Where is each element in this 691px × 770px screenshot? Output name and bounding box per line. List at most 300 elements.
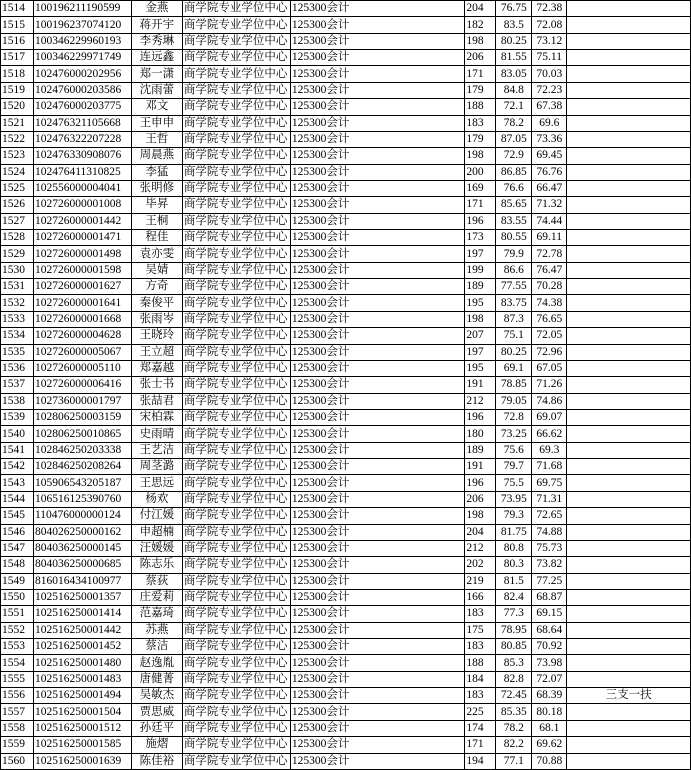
cell-interview-score: 69.1 [496,360,532,376]
cell-remark [567,409,691,425]
table-row [1,279,691,295]
cell-seq-number: 1518 [1,66,34,82]
cell-exam-score: 194 [465,753,496,769]
cell-college: 商学院专业学位中心 [182,1,290,17]
cell-remark [567,131,691,147]
cell-total-score: 66.47 [532,180,567,196]
cell-exam-score: 183 [465,115,496,131]
cell-total-score: 68.39 [532,688,567,704]
cell-total-score: 71.68 [532,459,567,475]
cell-interview-score: 83.75 [496,295,532,311]
cell-exam-score: 198 [465,508,496,524]
cell-seq-number: 1552 [1,622,34,638]
cell-interview-score: 79.05 [496,393,532,409]
cell-interview-score: 80.55 [496,230,532,246]
cell-total-score: 69.45 [532,148,567,164]
table-body [1,0,691,769]
cell-seq-number: 1537 [1,377,34,393]
table-row [1,589,691,605]
cell-total-score: 72.96 [532,344,567,360]
cell-seq-number: 1550 [1,589,34,605]
cell-name: 唐健菁 [131,671,182,687]
cell-total-score: 70.88 [532,753,567,769]
cell-college: 商学院专业学位中心 [182,328,290,344]
cell-total-score: 80.18 [532,704,567,720]
cell-college: 商学院专业学位中心 [182,737,290,753]
cell-name: 苏燕 [131,622,182,638]
cell-total-score: 77.25 [532,573,567,589]
cell-college: 商学院专业学位中心 [182,230,290,246]
cell-name: 王思远 [131,475,182,491]
cell-name: 王立超 [131,344,182,360]
cell-remark [567,491,691,507]
cell-interview-score: 83.5 [496,17,532,33]
cell-name: 陈志乐 [131,557,182,573]
cell-name: 张明修 [131,180,182,196]
cell-candidate-id: 102726000001627 [33,279,131,295]
cell-total-score: 68.1 [532,720,567,736]
cell-name: 毕昇 [131,197,182,213]
cell-candidate-id: 102726000005067 [33,344,131,360]
cell-seq-number: 1521 [1,115,34,131]
cell-interview-score: 78.85 [496,377,532,393]
cell-seq-number: 1532 [1,295,34,311]
cell-seq-number: 1527 [1,213,34,229]
cell-exam-score: 202 [465,557,496,573]
cell-remark [567,737,691,753]
cell-candidate-id: 102846250203338 [33,442,131,458]
cell-exam-score: 171 [465,737,496,753]
cell-interview-score: 80.25 [496,344,532,360]
table-row [1,459,691,475]
cell-interview-score: 84.8 [496,82,532,98]
cell-remark [567,671,691,687]
cell-total-score: 71.32 [532,197,567,213]
cell-candidate-id: 102476322207228 [33,131,131,147]
cell-name: 程佳 [131,230,182,246]
cell-college: 商学院专业学位中心 [182,671,290,687]
cell-candidate-id: 102476000203586 [33,82,131,98]
cell-college: 商学院专业学位中心 [182,475,290,491]
cell-remark [567,50,691,66]
cell-total-score: 72.05 [532,328,567,344]
cell-major: 125300会计 [290,557,465,573]
cell-name: 蒋开宇 [131,17,182,33]
cell-major: 125300会计 [290,50,465,66]
cell-exam-score: 207 [465,328,496,344]
cell-interview-score: 79.7 [496,459,532,475]
table-row [1,508,691,524]
cell-interview-score: 81.5 [496,573,532,589]
cell-remark [567,197,691,213]
cell-major: 125300会计 [290,606,465,622]
table-row [1,655,691,671]
cell-major: 125300会计 [290,131,465,147]
cell-remark [567,82,691,98]
cell-major: 125300会计 [290,99,465,115]
cell-name: 杨欢 [131,491,182,507]
cell-interview-score: 86.6 [496,262,532,278]
cell-exam-score: 183 [465,639,496,655]
cell-name: 赵逸胤 [131,655,182,671]
cell-interview-score: 87.05 [496,131,532,147]
table-row [1,344,691,360]
cell-candidate-id: 102516250001480 [33,655,131,671]
cell-remark [567,33,691,49]
cell-name: 史雨晴 [131,426,182,442]
cell-seq-number: 1557 [1,704,34,720]
table-row [1,148,691,164]
cell-total-score: 68.87 [532,589,567,605]
cell-college: 商学院专业学位中心 [182,213,290,229]
cell-remark: 三支一扶 [567,688,691,704]
cell-name: 郑嘉越 [131,360,182,376]
cell-remark [567,279,691,295]
cell-remark [567,606,691,622]
cell-interview-score: 72.8 [496,409,532,425]
cell-exam-score: 197 [465,344,496,360]
table-row [1,737,691,753]
cell-major: 125300会计 [290,197,465,213]
cell-major: 125300会计 [290,230,465,246]
cell-major: 125300会计 [290,279,465,295]
cell-seq-number: 1533 [1,311,34,327]
cell-major: 125300会计 [290,426,465,442]
cell-name: 汪媛媛 [131,540,182,556]
cell-interview-score: 82.4 [496,589,532,605]
cell-total-score: 66.62 [532,426,567,442]
cell-name: 宋柏霖 [131,409,182,425]
cell-name: 申超楠 [131,524,182,540]
cell-exam-score: 196 [465,409,496,425]
cell-college: 商学院专业学位中心 [182,573,290,589]
cell-candidate-id: 102516250001504 [33,704,131,720]
cell-candidate-id: 102726000004628 [33,328,131,344]
cell-total-score: 72.78 [532,246,567,262]
cell-interview-score: 75.5 [496,475,532,491]
cell-interview-score: 78.95 [496,622,532,638]
cell-major: 125300会计 [290,344,465,360]
cell-total-score: 73.98 [532,655,567,671]
cell-name: 陈佳裕 [131,753,182,769]
cell-remark [567,508,691,524]
cell-remark [567,148,691,164]
cell-total-score: 73.36 [532,131,567,147]
cell-candidate-id: 102736000001797 [33,393,131,409]
cell-name: 袁亦雯 [131,246,182,262]
cell-seq-number: 1538 [1,393,34,409]
cell-candidate-id: 102476000203775 [33,99,131,115]
cell-exam-score: 171 [465,66,496,82]
cell-name: 张士书 [131,377,182,393]
cell-interview-score: 81.55 [496,50,532,66]
cell-seq-number: 1544 [1,491,34,507]
cell-major: 125300会计 [290,589,465,605]
cell-total-score: 72.65 [532,508,567,524]
table-row [1,17,691,33]
table-row [1,66,691,82]
cell-candidate-id: 102726000001668 [33,311,131,327]
cell-college: 商学院专业学位中心 [182,262,290,278]
cell-candidate-id: 102516250001442 [33,622,131,638]
cell-seq-number: 1517 [1,50,34,66]
cell-total-score: 72.38 [532,1,567,17]
cell-total-score: 69.75 [532,475,567,491]
cell-college: 商学院专业学位中心 [182,704,290,720]
cell-candidate-id: 102516250001512 [33,720,131,736]
cell-interview-score: 72.9 [496,148,532,164]
cell-seq-number: 1546 [1,524,34,540]
cell-total-score: 74.88 [532,524,567,540]
cell-interview-score: 77.1 [496,753,532,769]
cell-major: 125300会计 [290,753,465,769]
cell-college: 商学院专业学位中心 [182,459,290,475]
cell-candidate-id: 102476000202956 [33,66,131,82]
cell-exam-score: 219 [465,573,496,589]
cell-major: 125300会计 [290,409,465,425]
cell-major: 125300会计 [290,246,465,262]
cell-exam-score: 225 [465,704,496,720]
table-row [1,524,691,540]
cell-total-score: 74.38 [532,295,567,311]
cell-total-score: 69.15 [532,606,567,622]
table-row [1,230,691,246]
cell-major: 125300会计 [290,573,465,589]
cell-exam-score: 206 [465,50,496,66]
table-row [1,557,691,573]
cell-remark [567,524,691,540]
cell-interview-score: 73.25 [496,426,532,442]
cell-major: 125300会计 [290,33,465,49]
cell-interview-score: 78.2 [496,720,532,736]
table-row [1,409,691,425]
cell-major: 125300会计 [290,508,465,524]
cell-exam-score: 195 [465,360,496,376]
cell-college: 商学院专业学位中心 [182,197,290,213]
cell-major: 125300会计 [290,148,465,164]
cell-exam-score: 175 [465,622,496,638]
table-row [1,442,691,458]
table-row [1,115,691,131]
cell-remark [567,639,691,655]
cell-remark [567,655,691,671]
cell-college: 商学院专业学位中心 [182,426,290,442]
cell-name: 吴婧 [131,262,182,278]
cell-college: 商学院专业学位中心 [182,491,290,507]
cell-interview-score: 81.75 [496,524,532,540]
cell-remark [567,230,691,246]
cell-name: 孙廷平 [131,720,182,736]
cell-total-score: 73.12 [532,33,567,49]
cell-exam-score: 183 [465,688,496,704]
cell-interview-score: 86.85 [496,164,532,180]
table-row [1,426,691,442]
cell-name: 郑一潇 [131,66,182,82]
cell-major: 125300会计 [290,688,465,704]
cell-seq-number: 1535 [1,344,34,360]
cell-remark [567,360,691,376]
cell-seq-number: 1543 [1,475,34,491]
cell-major: 125300会计 [290,459,465,475]
cell-major: 125300会计 [290,393,465,409]
cell-seq-number: 1559 [1,737,34,753]
cell-name: 金燕 [131,1,182,17]
cell-college: 商学院专业学位中心 [182,148,290,164]
cell-seq-number: 1530 [1,262,34,278]
cell-total-score: 72.08 [532,17,567,33]
cell-major: 125300会计 [290,737,465,753]
cell-total-score: 73.82 [532,557,567,573]
cell-college: 商学院专业学位中心 [182,409,290,425]
cell-major: 125300会计 [290,671,465,687]
cell-exam-score: 189 [465,442,496,458]
cell-candidate-id: 102726000001598 [33,262,131,278]
cell-seq-number: 1556 [1,688,34,704]
cell-candidate-id: 102556000004041 [33,180,131,196]
cell-seq-number: 1523 [1,148,34,164]
table-row [1,475,691,491]
cell-total-score: 76.47 [532,262,567,278]
table-row [1,262,691,278]
cell-major: 125300会计 [290,442,465,458]
cell-seq-number: 1515 [1,17,34,33]
cell-remark [567,295,691,311]
cell-seq-number: 1531 [1,279,34,295]
cell-candidate-id: 102516250001585 [33,737,131,753]
table-row [1,622,691,638]
cell-name: 蔡洁 [131,639,182,655]
table-row [1,753,691,769]
cell-exam-score: 169 [465,180,496,196]
cell-exam-score: 196 [465,475,496,491]
cell-seq-number: 1548 [1,557,34,573]
cell-remark [567,66,691,82]
cell-name: 李秀琳 [131,33,182,49]
table-row [1,573,691,589]
cell-total-score: 71.31 [532,491,567,507]
cell-exam-score: 197 [465,246,496,262]
cell-college: 商学院专业学位中心 [182,360,290,376]
cell-college: 商学院专业学位中心 [182,131,290,147]
cell-interview-score: 73.95 [496,491,532,507]
cell-college: 商学院专业学位中心 [182,246,290,262]
cell-exam-score: 173 [465,230,496,246]
cell-major: 125300会计 [290,66,465,82]
cell-exam-score: 204 [465,524,496,540]
cell-seq-number: 1551 [1,606,34,622]
table-row [1,197,691,213]
table-row [1,99,691,115]
cell-total-score: 67.38 [532,99,567,115]
cell-college: 商学院专业学位中心 [182,524,290,540]
cell-college: 商学院专业学位中心 [182,66,290,82]
cell-remark [567,393,691,409]
cell-total-score: 72.23 [532,82,567,98]
cell-name: 周晨燕 [131,148,182,164]
cell-seq-number: 1553 [1,639,34,655]
cell-exam-score: 171 [465,197,496,213]
cell-candidate-id: 102806250010865 [33,426,131,442]
cell-college: 商学院专业学位中心 [182,720,290,736]
cell-college: 商学院专业学位中心 [182,295,290,311]
cell-major: 125300会计 [290,360,465,376]
cell-candidate-id: 102476330908076 [33,148,131,164]
cell-interview-score: 85.3 [496,655,532,671]
cell-college: 商学院专业学位中心 [182,279,290,295]
cell-name: 蔡荻 [131,573,182,589]
cell-major: 125300会计 [290,540,465,556]
cell-total-score: 69.3 [532,442,567,458]
table-row [1,377,691,393]
table-row [1,311,691,327]
cell-remark [567,164,691,180]
cell-total-score: 70.03 [532,66,567,82]
cell-name: 张喆君 [131,393,182,409]
cell-interview-score: 80.8 [496,540,532,556]
cell-exam-score: 184 [465,671,496,687]
table-row [1,131,691,147]
cell-remark [567,442,691,458]
table-row [1,295,691,311]
cell-name: 周茎潞 [131,459,182,475]
cell-college: 商学院专业学位中心 [182,753,290,769]
cell-major: 125300会计 [290,180,465,196]
cell-candidate-id: 102846250208264 [33,459,131,475]
cell-seq-number: 1541 [1,442,34,458]
cell-candidate-id: 110476000000124 [33,508,131,524]
cell-remark [567,426,691,442]
table-row [1,328,691,344]
cell-exam-score: 198 [465,148,496,164]
cell-remark [567,17,691,33]
cell-seq-number: 1558 [1,720,34,736]
cell-remark [567,622,691,638]
cell-exam-score: 182 [465,17,496,33]
cell-seq-number: 1536 [1,360,34,376]
cell-name: 王艺洁 [131,442,182,458]
cell-candidate-id: 102726000001641 [33,295,131,311]
cell-name: 方奇 [131,279,182,295]
cell-college: 商学院专业学位中心 [182,606,290,622]
cell-total-score: 67.05 [532,360,567,376]
cell-candidate-id: 102726000001008 [33,197,131,213]
cell-seq-number: 1539 [1,409,34,425]
table-row [1,33,691,49]
cell-remark [567,246,691,262]
table-row [1,50,691,66]
cell-candidate-id: 100346229960193 [33,33,131,49]
cell-candidate-id: 102516250001452 [33,639,131,655]
cell-total-score: 68.64 [532,622,567,638]
cell-exam-score: 180 [465,426,496,442]
cell-seq-number: 1522 [1,131,34,147]
cell-remark [567,540,691,556]
table-row [1,246,691,262]
cell-seq-number: 1540 [1,426,34,442]
cell-college: 商学院专业学位中心 [182,311,290,327]
cell-seq-number: 1547 [1,540,34,556]
table-row [1,639,691,655]
cell-seq-number: 1534 [1,328,34,344]
cell-interview-score: 77.55 [496,279,532,295]
cell-exam-score: 198 [465,311,496,327]
table-row [1,213,691,229]
cell-major: 125300会计 [290,377,465,393]
cell-seq-number: 1519 [1,82,34,98]
table-row [1,82,691,98]
cell-name: 庄爱莉 [131,589,182,605]
cell-college: 商学院专业学位中心 [182,33,290,49]
